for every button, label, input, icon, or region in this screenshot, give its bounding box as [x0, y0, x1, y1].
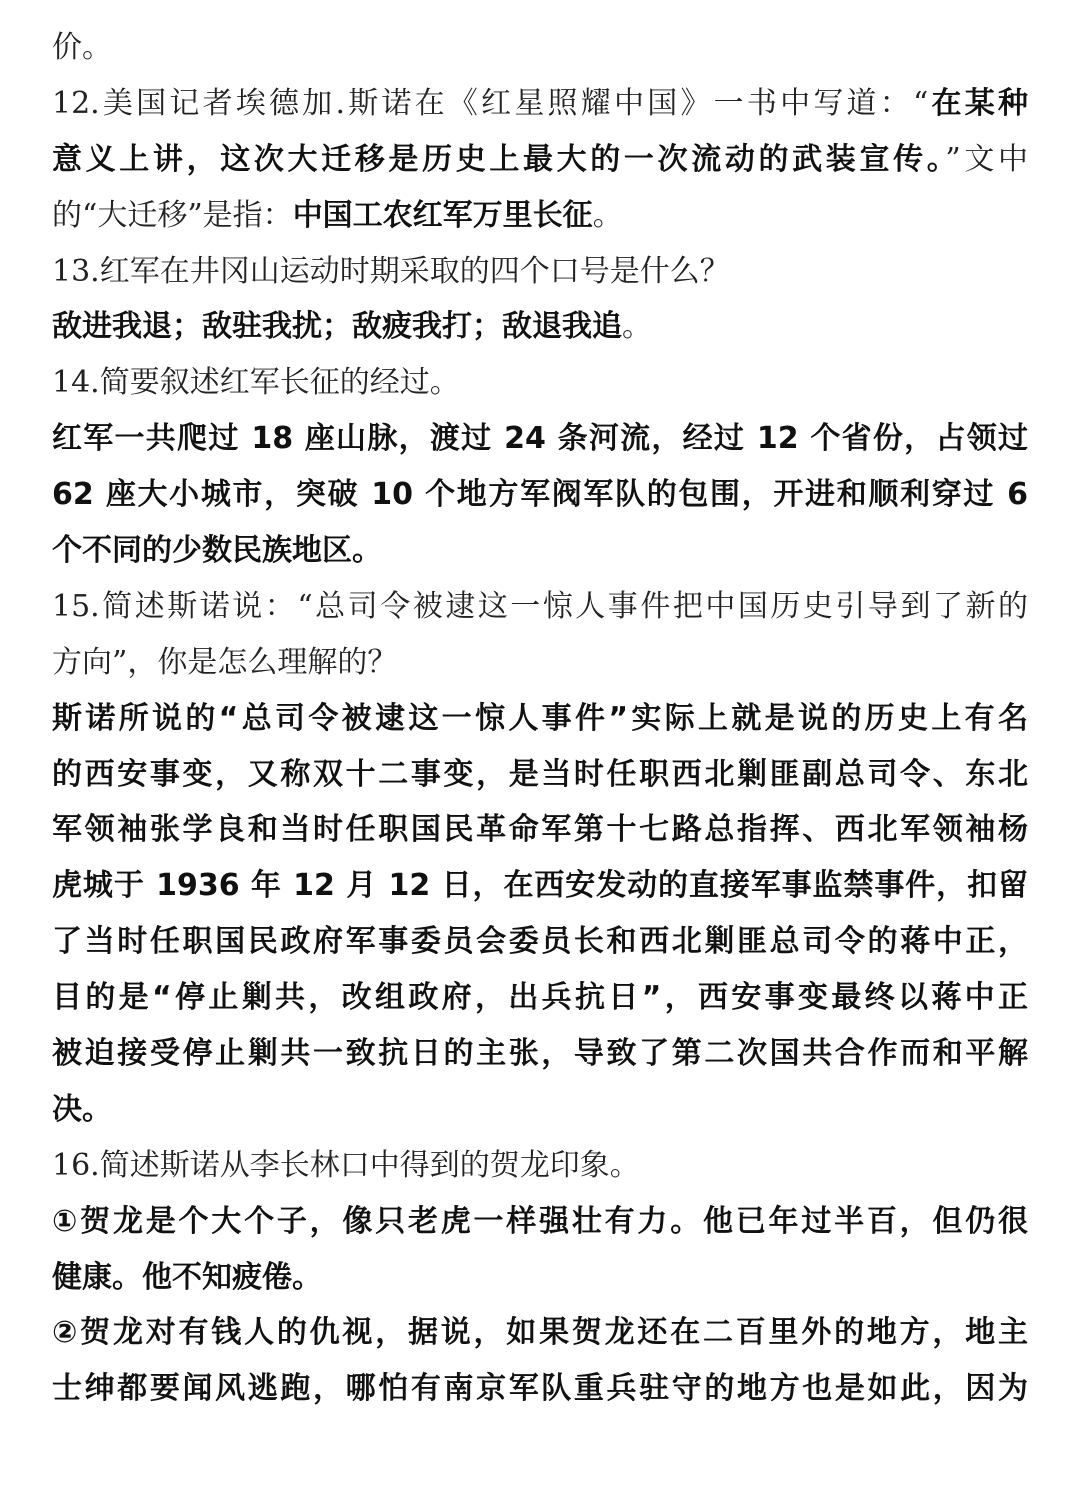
answer-text: 的西安事变，又称双十二事变，是当时任职西北剿匪副总司令、东北: [52, 756, 1028, 792]
text-line: [52, 579, 1028, 635]
question-text: 方向”，你是怎么理解的？: [52, 644, 398, 680]
answer-text: ①贺龙是个大个子，像只老虎一样强壮有力。他已年过半百，但仍很: [52, 1203, 1028, 1239]
answer-text: 了当时任职国民政府军事委员会委员长和西北剿匪总司令的蒋中正，: [52, 924, 1028, 960]
answer-text: 决。: [52, 1091, 112, 1127]
text-line: [52, 355, 1028, 411]
text-line: [52, 970, 1028, 1026]
question-text: 12.美国记者埃德加.斯诺在《红星照耀中国》一书中写道：“: [52, 85, 929, 121]
answer-text: 个不同的少数民族地区。: [52, 533, 382, 569]
text-line: [52, 1082, 1028, 1138]
question-text: 。: [622, 309, 652, 345]
text-line: [52, 188, 1028, 244]
text-line: [52, 1250, 1028, 1306]
text-line: [52, 1194, 1028, 1250]
question-text: 15.简述斯诺说：“总司令被逮这一惊人事件把中国历史引导到了新的: [52, 588, 1028, 624]
answer-text: 中国工农红军万里长征: [292, 197, 593, 233]
text-line: [52, 299, 1028, 355]
answer-text: 被迫接受停止剿共一致抗日的主张，导致了第二次国共合作而和平解: [52, 1036, 1028, 1072]
answer-text: 62 座大小城市，突破 10 个地方军阀军队的包围，开进和顺利穿过 6: [52, 477, 1028, 513]
answer-text: 虎城于 1936 年 12 月 12 日，在西安发动的直接军事监禁事件，扣留: [52, 868, 1028, 904]
text-line: [52, 858, 1028, 914]
text-line: [52, 76, 1028, 132]
text-line: [52, 1138, 1028, 1194]
question-text: 13.红军在井冈山运动时期采取的四个口号是什么？: [52, 253, 730, 289]
question-text: 价。: [52, 30, 112, 65]
text-line: [52, 1305, 1028, 1361]
answer-text: 红军一共爬过 18 座山脉，渡过 24 条河流，经过 12 个省份，占领过: [52, 421, 1028, 457]
text-line: [52, 635, 1028, 691]
text-line: [52, 1361, 1028, 1417]
question-text: 14.简要叙述红军长征的经过。: [52, 365, 460, 401]
answer-text: 敌进我退；敌驻我扰；敌疲我打；敌退我追: [52, 309, 622, 345]
text-line: [52, 914, 1028, 970]
text-line: [52, 1026, 1028, 1082]
question-text: 。: [592, 197, 623, 233]
text-line: [52, 747, 1028, 803]
text-line: [52, 467, 1028, 523]
text-line: [52, 132, 1028, 188]
answer-text: ②贺龙对有钱人的仇视，据说，如果贺龙还在二百里外的地方，地主: [52, 1315, 1028, 1351]
answer-text: 目的是“停止剿共，改组政府，出兵抗日”，西安事变最终以蒋中正: [52, 980, 1028, 1016]
answer-text: 健康。他不知疲倦。: [52, 1259, 322, 1295]
text-line: [52, 691, 1028, 747]
question-text: 16.简述斯诺从李长林口中得到的贺龙印象。: [52, 1147, 640, 1183]
document-page: [52, 20, 1028, 1417]
answer-text: 斯诺所说的“总司令被逮这一惊人事件”实际上就是说的历史上有名: [52, 700, 1028, 736]
question-text: ”文中: [945, 141, 1028, 177]
answer-text: 军领袖张学良和当时任职国民革命军第十七路总指挥、西北军领袖杨: [52, 812, 1028, 848]
text-line: [52, 20, 1028, 76]
text-line: [52, 802, 1028, 858]
answer-text: 在某种: [928, 85, 1028, 121]
answer-text: 士绅都要闻风逃跑，哪怕有南京军队重兵驻守的地方也是如此，因为: [52, 1371, 1028, 1407]
text-line: [52, 244, 1028, 300]
text-line: [52, 523, 1028, 579]
text-line: [52, 411, 1028, 467]
answer-text: 意义上讲，这次大迁移是历史上最大的一次流动的武装宣传。: [52, 141, 946, 177]
question-text: 的“大迁移”是指：: [52, 197, 293, 233]
